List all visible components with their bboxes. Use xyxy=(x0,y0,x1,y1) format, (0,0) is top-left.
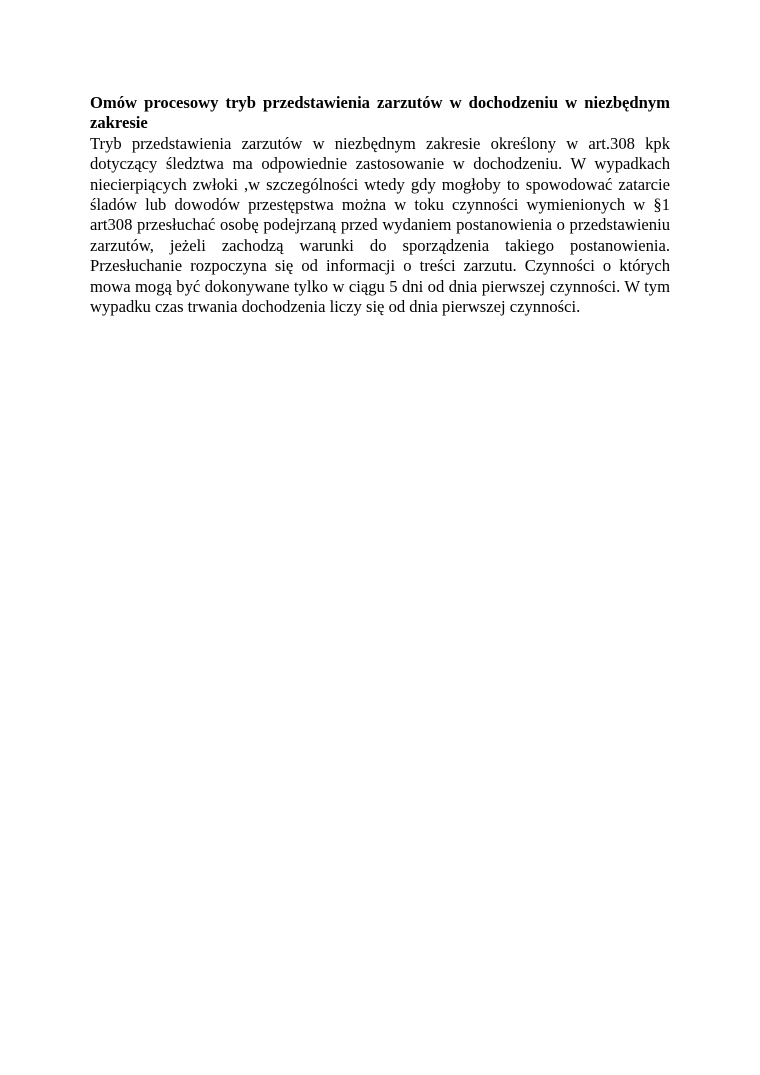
document-heading: Omów procesowy tryb przedstawienia zarzutów w dochodzeniu w niezbędnym zakresie xyxy=(90,93,670,133)
document-body-paragraph: Tryb przedstawienia zarzutów w niezbędnym zakresie określony w art.308 kpk dotyczący śledztwa ma odpowiednie zastosowanie w dochodzeniu. W wypadkach niecierpiących zwłoki ,w szczególności wtedy gdy mogłoby to spowodować zatarcie śladów lub dowodów przestępstwa można w toku czynności wymienionych w §1 art308 przesłuchać osobę podejrzaną przed wydaniem postanowienia o przedstawieniu zarzutów, jeżeli zachodzą warunki do sporządzenia takiego postanowienia. Przesłuchanie rozpoczyna się od informacji o treści zarzutu. Czynności o których mowa mogą być dokonywane tylko w ciągu 5 dni od dnia pierwszej czynności. W tym wypadku czas trwania dochodzenia liczy się od dnia pierwszej czynności. xyxy=(90,133,670,317)
document-content xyxy=(90,93,670,317)
